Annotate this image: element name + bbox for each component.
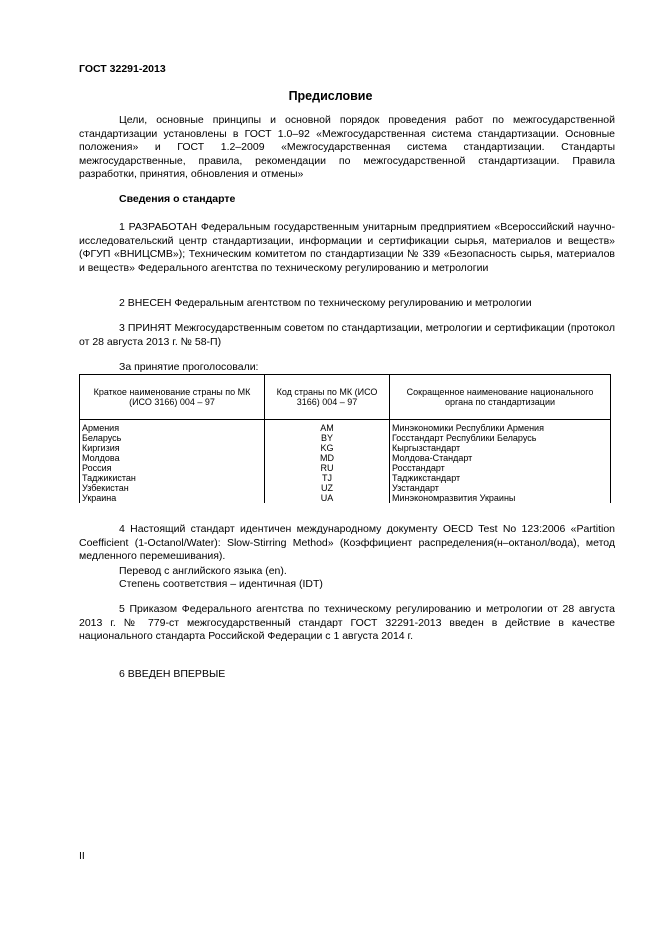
country-cell: Украина (80, 493, 265, 503)
table-row (80, 453, 611, 463)
item-4-identity: 4 Настоящий стандарт идентичен международному документу OECD Test No 123:2006 «Partition Coefficient (1-Octanol/Water): Slow-Stirring Method» (Коэффициент распределения(н–октанол/вода), метод медленного перемешивания). (79, 523, 615, 563)
table-row (80, 420, 611, 434)
header-country-code: Код страны по МК (ИСО 3166) 004 – 97 (265, 375, 390, 420)
item-3-adopted: 3 ПРИНЯТ Межгосударственным советом по стандартизации, метрологии и сертификации (протокол от 28 августа 2013 г. № 58-П) (79, 322, 615, 348)
code-cell: KG (265, 443, 390, 453)
preamble-paragraph: Цели, основные принципы и основной порядок проведения работ по межгосударственной стандартизации установлены в ГОСТ 1.0–92 «Межгосударственная система стандартизации. Основные положения» и ГОСТ 1.2–2009 «Межгосударственная система стандартизации. Стандарты межгосударственные, правила, рекомендации по межгосударственной стандартизации. Правила разработки, принятия, обновления и отмены» (79, 114, 615, 181)
item-6-first-introduced: 6 ВВЕДЕН ВПЕРВЫЕ (119, 668, 226, 680)
country-cell: Узбекистан (80, 483, 265, 493)
page-title: Предисловие (288, 89, 373, 103)
section-heading: Сведения о стандарте (119, 193, 236, 205)
item-2-introduced: 2 ВНЕСЕН Федеральным агентством по техническому регулированию и метрологии (119, 297, 532, 309)
table-row (80, 443, 611, 453)
table-row (80, 483, 611, 493)
header-standards-body: Сокращенное наименование национального органа по стандартизации (390, 375, 611, 420)
country-cell: Россия (80, 463, 265, 473)
table-row (80, 463, 611, 473)
code-cell: AM (265, 420, 390, 434)
country-cell: Беларусь (80, 433, 265, 443)
document-header: ГОСТ 32291-2013 (79, 63, 166, 75)
body-cell: Минэкономразвития Украины (390, 493, 611, 503)
code-cell: BY (265, 433, 390, 443)
code-cell: UA (265, 493, 390, 503)
table-row (80, 473, 611, 483)
code-cell: RU (265, 463, 390, 473)
body-cell: Росстандарт (390, 463, 611, 473)
code-cell: TJ (265, 473, 390, 483)
country-cell: Киргизия (80, 443, 265, 453)
body-cell: Молдова-Стандарт (390, 453, 611, 463)
table-row (80, 493, 611, 503)
item-5-order: 5 Приказом Федерального агентства по техническому регулированию и метрологии от 28 августа 2013 г. № 779-ст межгосударственный стандарт ГОСТ 32291-2013 введен в действие в качестве национального стандарта Российской Федерации с 1 августа 2014 г. (79, 603, 615, 643)
header-country-name: Краткое наименование страны по МК (ИСО 3166) 004 – 97 (80, 375, 265, 420)
body-cell: Кыргызстандарт (390, 443, 611, 453)
body-cell: Госстандарт Республики Беларусь (390, 433, 611, 443)
code-cell: UZ (265, 483, 390, 493)
country-cell: Молдова (80, 453, 265, 463)
item-4-translation: Перевод с английского языка (en). (119, 565, 287, 577)
country-cell: Таджикистан (80, 473, 265, 483)
vote-intro: За принятие проголосовали: (119, 361, 259, 373)
voting-table (79, 374, 611, 503)
item-1-developed: 1 РАЗРАБОТАН Федеральным государственным унитарным предприятием «Всероссийский научно-исследовательский центр стандартизации, информации и сертификации сырья, материалов и веществ» (ФГУП «ВНИЦСМВ»); Техническим комитетом по стандартизации № 339 «Безопасность сырья, материалов и веществ» Федерального агентства по техническому регулированию и метрологии (79, 221, 615, 274)
country-cell: Армения (80, 420, 265, 434)
table-row (80, 433, 611, 443)
code-cell: MD (265, 453, 390, 463)
body-cell: Минэкономики Республики Армения (390, 420, 611, 434)
page-number: II (79, 850, 85, 862)
table-header-row (80, 375, 611, 420)
body-cell: Узстандарт (390, 483, 611, 493)
body-cell: Таджикстандарт (390, 473, 611, 483)
item-4-degree: Степень соответствия – идентичная (IDT) (119, 578, 323, 590)
